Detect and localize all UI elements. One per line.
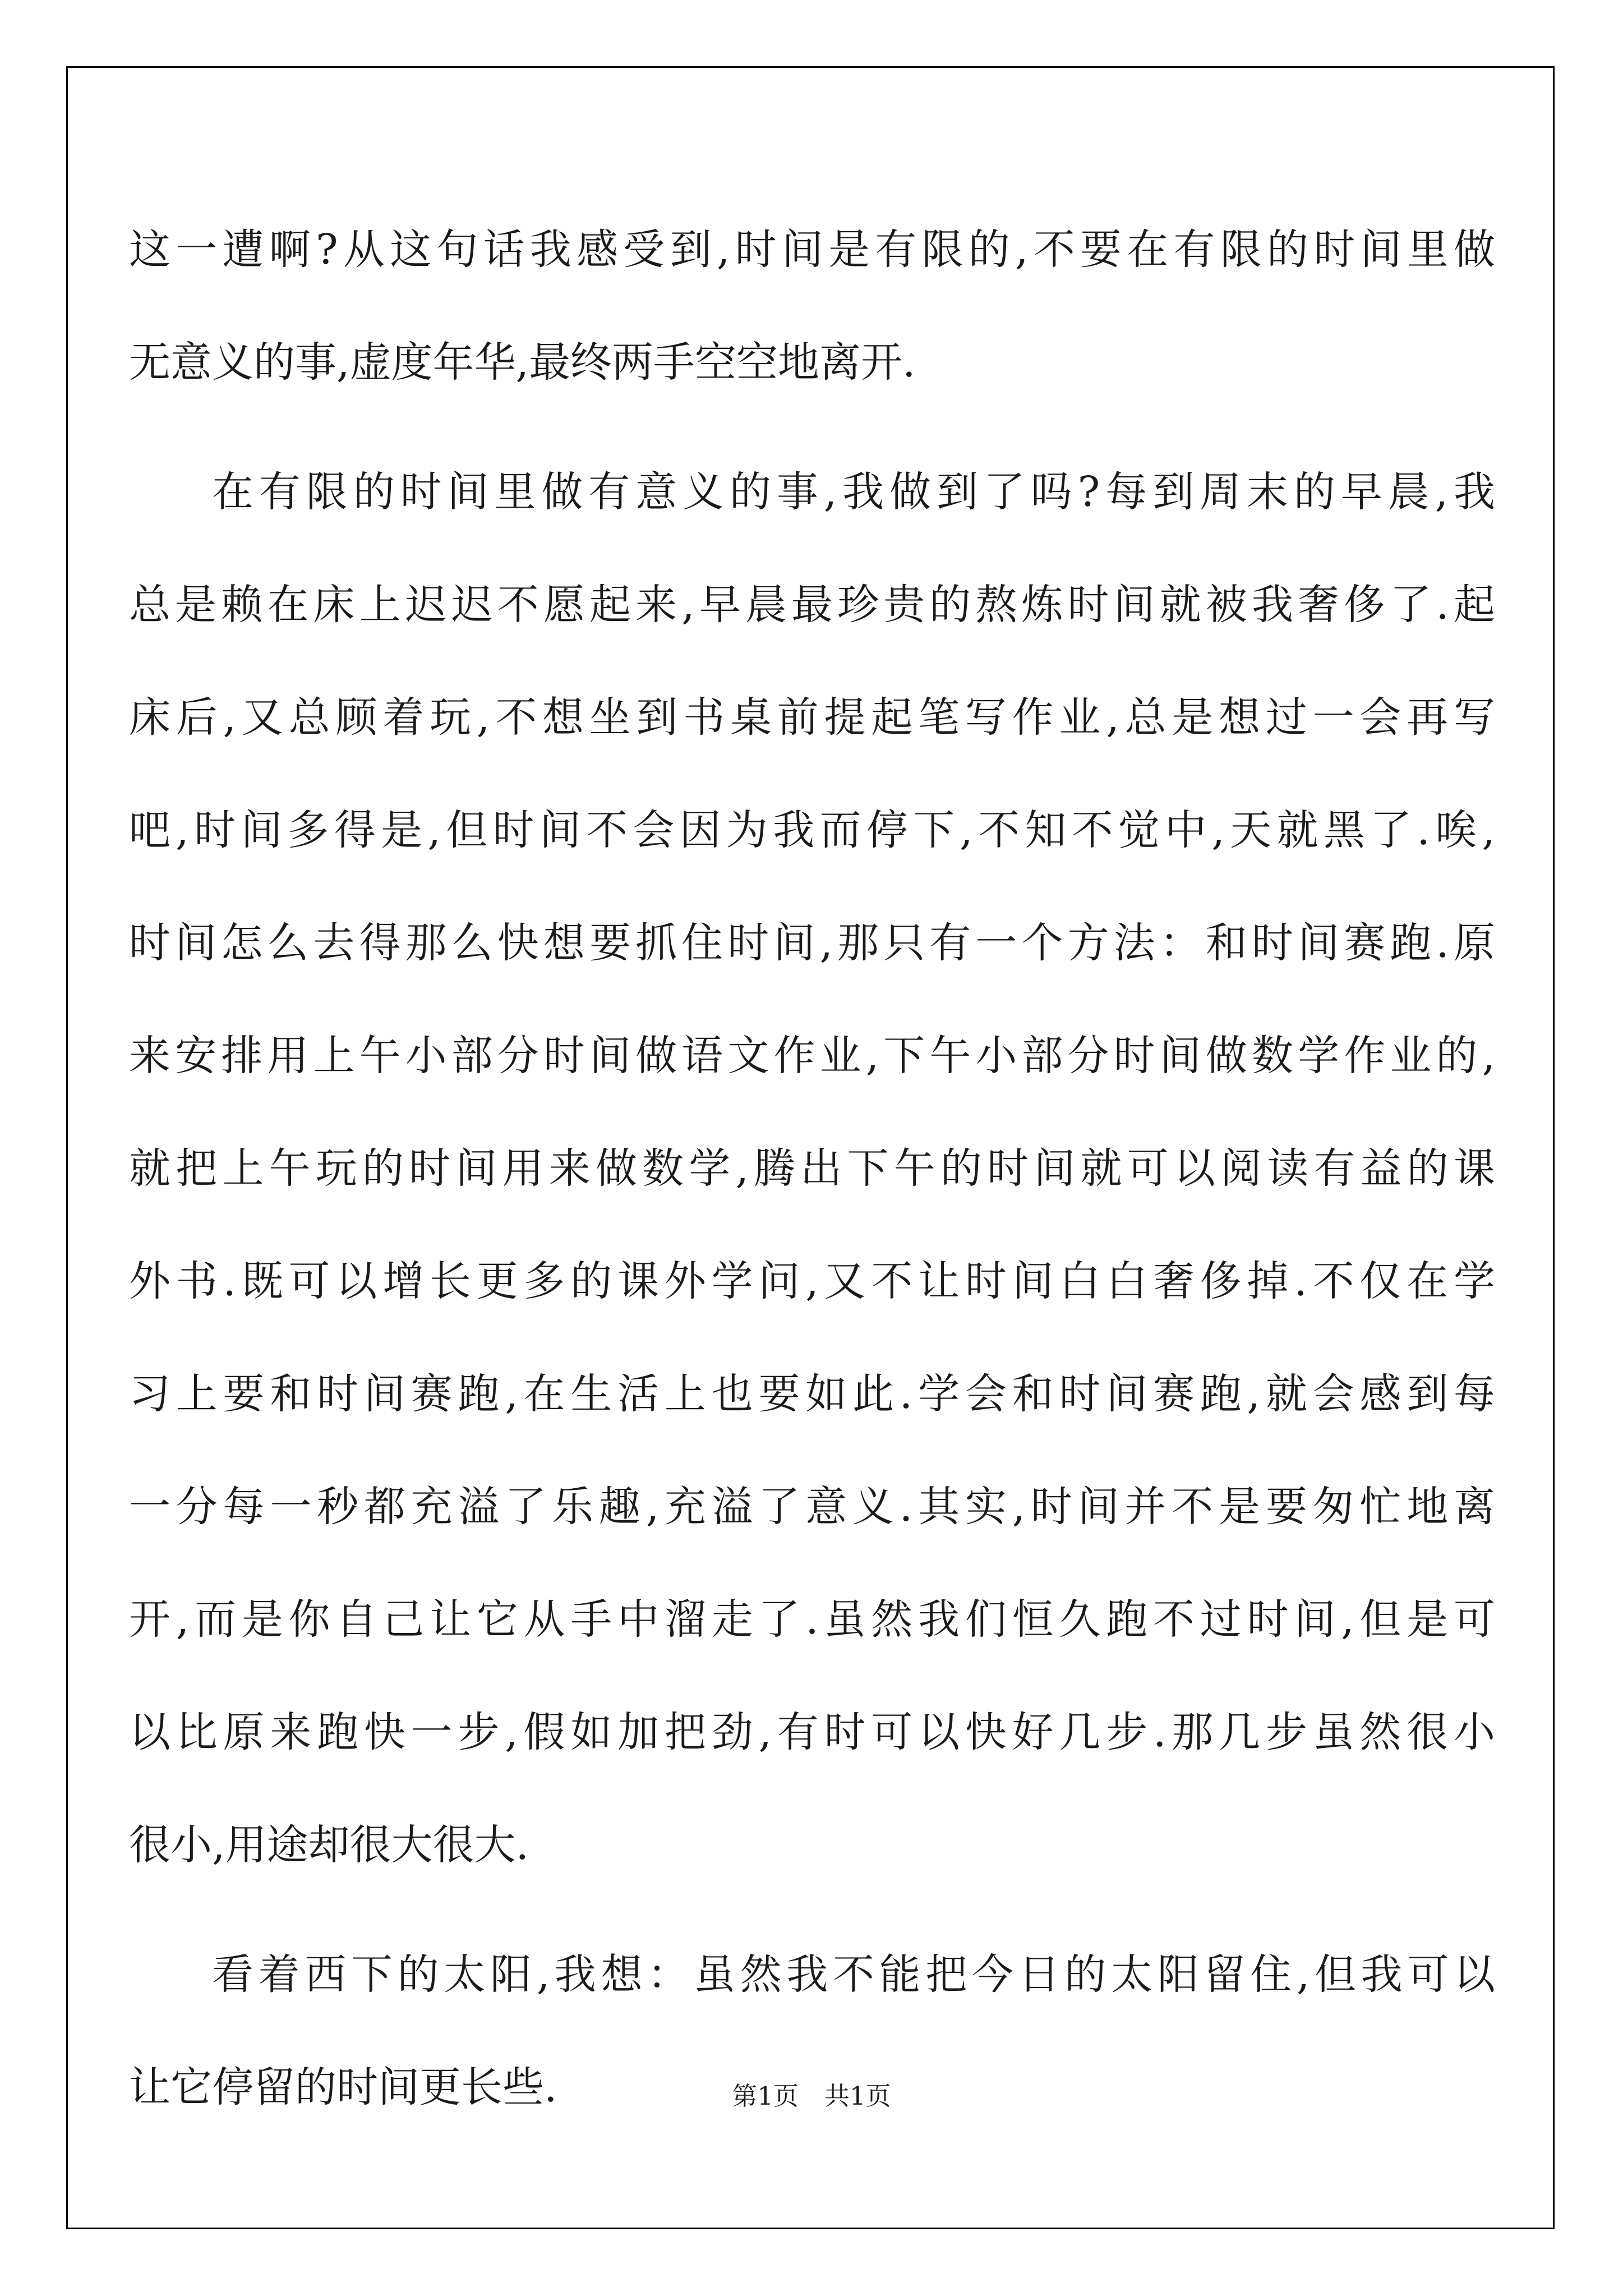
text-line: 这一遭啊?从这句话我感受到,时间是有限的,不要在有限的时间里做	[129, 226, 1495, 274]
text-line: 很小,用途却很大很大.	[129, 1821, 529, 1869]
text-line: 无意义的事,虚度年华,最终两手空空地离开.	[129, 338, 916, 386]
text-line: 看着西下的太阳,我想：虽然我不能把今日的太阳留住,但我可以	[212, 1950, 1495, 1999]
text-line: 床后,又总顾着玩,不想坐到书桌前提起笔写作业,总是想过一会再写	[129, 693, 1495, 742]
text-line: 吧,时间多得是,但时间不会因为我而停下,不知不觉中,天就黑了.唉,	[129, 806, 1495, 854]
text-line: 以比原来跑快一步,假如加把劲,有时可以快好几步.那几步虽然很小	[129, 1708, 1495, 1756]
page-total: 共1页	[824, 2081, 891, 2111]
text-line: 时间怎么去得那么快想要抓住时间,那只有一个方法：和时间赛跑.原	[129, 919, 1495, 967]
text-line: 在有限的时间里做有意义的事,我做到了吗?每到周末的早晨,我	[212, 468, 1495, 516]
page-footer	[0, 2076, 1623, 2112]
text-line: 外书.既可以增长更多的课外学问,又不让时间白白奢侈掉.不仅在学	[129, 1257, 1495, 1305]
paragraph	[129, 436, 1495, 1902]
text-line: 总是赖在床上迟迟不愿起来,早晨最珍贵的熬炼时间就被我奢侈了.起	[129, 581, 1495, 629]
paragraph	[129, 194, 1495, 419]
text-line: 来安排用上午小部分时间做语文作业,下午小部分时间做数学作业的,	[129, 1032, 1495, 1080]
text-line: 开,而是你自己让它从手中溜走了.虽然我们恒久跑不过时间,但是可	[129, 1595, 1495, 1644]
text-line: 习上要和时间赛跑,在生活上也要如此.学会和时间赛跑,就会感到每	[129, 1370, 1495, 1418]
page-number: 第1页	[732, 2081, 799, 2111]
text-line: 一分每一秒都充溢了乐趣,充溢了意义.其实,时间并不是要匆忙地离	[129, 1483, 1495, 1531]
text-line: 就把上午玩的时间用来做数学,腾出下午的时间就可以阅读有益的课	[129, 1144, 1495, 1193]
text-line: 让它停留的时间更长些.	[129, 2063, 557, 2111]
